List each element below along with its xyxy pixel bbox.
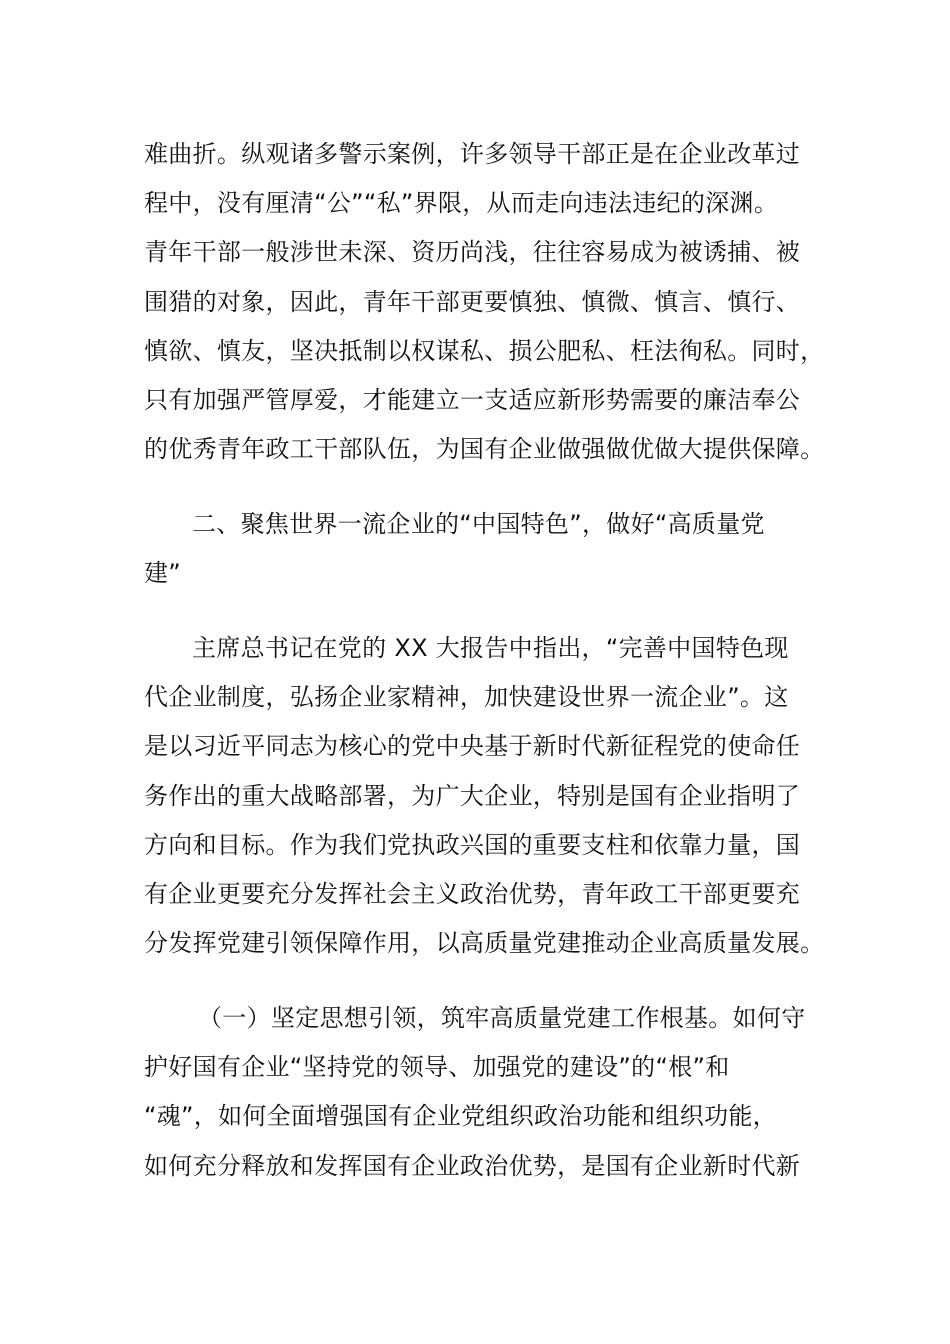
paragraph-2-line-4: 务作出的重大战略部署，为广大企业，特别是国有企业指明了: [144, 782, 801, 810]
paragraph-2-line-3: 是以习近平同志为核心的党中央基于新时代新征程党的使命任: [144, 732, 801, 760]
paragraph-1-line-5: 慎欲、慎友，坚决抵制以权谋私、损公肥私、枉法徇私。同时，: [144, 337, 825, 365]
paragraph-1-line-7: 的优秀青年政工干部队伍，为国有企业做强做优做大提供保障。: [144, 435, 825, 463]
paragraph-1-line-2: 程中，没有厘清“公”“私”界限，从而走向违法违纪的深渊。: [144, 189, 779, 217]
section-heading-line-2: 建”: [144, 559, 182, 587]
paragraph-2-line-1: 主席总书记在党的 XX 大报告中指出，“完善中国特色现: [192, 634, 789, 662]
paragraph-3-line-2: 护好国有企业“坚持党的领导、加强党的建设”的“根”和: [144, 1053, 730, 1081]
paragraph-2-line-2: 代企业制度，弘扬企业家精神，加快建设世界一流企业”。这: [144, 683, 789, 711]
paragraph-1-line-1: 难曲折。纵观诸多警示案例，许多领导干部正是在企业改革过: [144, 140, 801, 168]
paragraph-3-line-4: 如何充分释放和发挥国有企业政治优势，是国有企业新时代新: [144, 1152, 801, 1180]
paragraph-1-line-6: 只有加强严管厚爱，才能建立一支适应新形势需要的廉洁奉公: [144, 386, 801, 414]
paragraph-1-line-3: 青年干部一般涉世未深、资历尚浅，往往容易成为被诱捕、被: [144, 238, 801, 266]
section-heading-line-1: 二、聚焦世界一流企业的“中国特色”，做好“高质量党: [192, 510, 765, 538]
paragraph-1-line-4: 围猎的对象，因此，青年干部更要慎独、慎微、慎言、慎行、: [144, 288, 801, 316]
paragraph-2-line-7: 分发挥党建引领保障作用，以高质量党建推动企业高质量发展。: [144, 929, 825, 957]
paragraph-2-line-5: 方向和目标。作为我们党执政兴国的重要支柱和依靠力量，国: [144, 831, 801, 859]
paragraph-2-line-6: 有企业更要充分发挥社会主义政治优势，青年政工干部更要充: [144, 880, 801, 908]
paragraph-3-line-3: “魂”，如何全面增强国有企业党组织政治功能和组织功能，: [144, 1102, 777, 1130]
paragraph-3-line-1: （一）坚定思想引领，筑牢高质量党建工作根基。如何守: [198, 1004, 806, 1032]
